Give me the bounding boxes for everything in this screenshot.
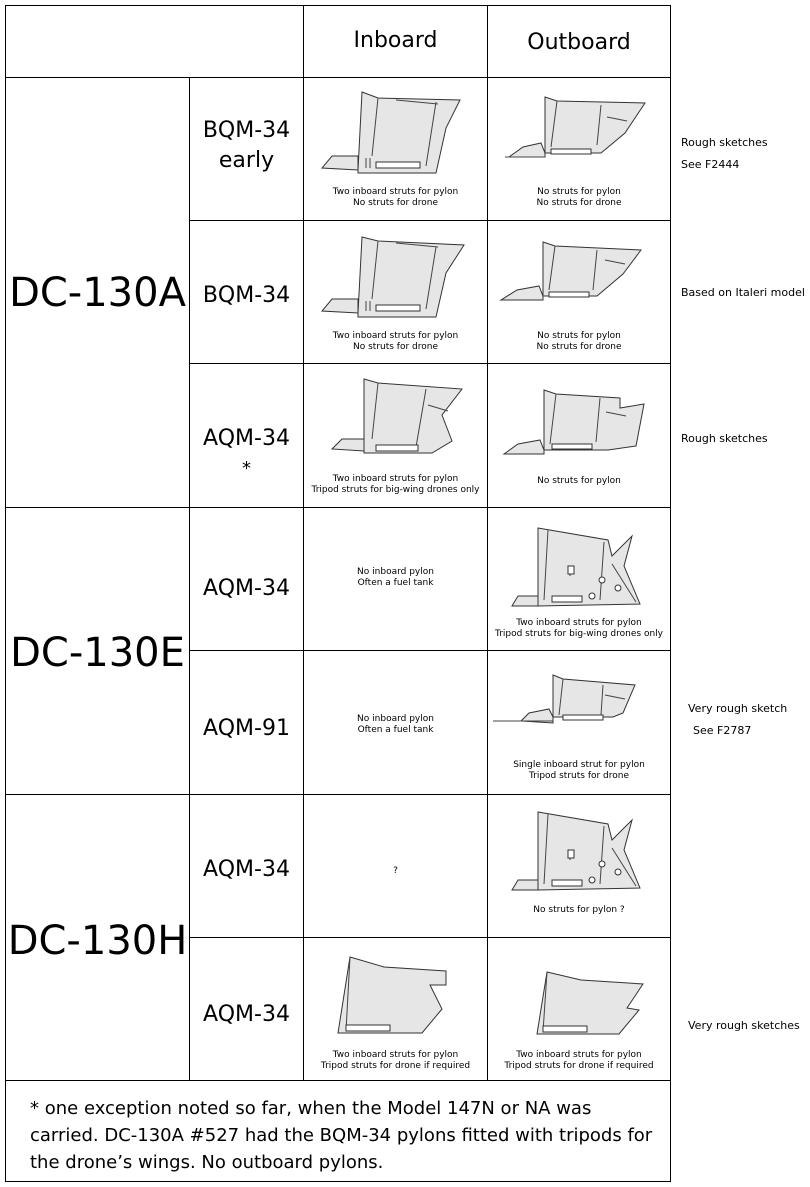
drone-label	[190, 1000, 303, 1030]
pylon-sketch	[318, 88, 468, 183]
caption-line: Tripod struts for big-wing drones only	[495, 629, 663, 639]
caption-line: Two inboard struts for pylon	[516, 618, 642, 628]
inboard-caption	[304, 331, 487, 353]
aircraft-label-dc130e: DC-130E	[10, 630, 185, 676]
note-line: Very rough sketches	[688, 1019, 800, 1032]
caption-line: Two inboard struts for pylon	[332, 187, 459, 197]
caption-line: Often a fuel tank	[357, 578, 434, 588]
note-line: Very rough sketch	[688, 702, 788, 715]
drone-label-line: BQM-34	[202, 283, 291, 308]
grid-line	[189, 937, 671, 938]
wide-pylon-sketch	[508, 526, 643, 610]
caption-line: Tripod struts for drone	[528, 771, 630, 781]
pylon-sketch	[500, 388, 650, 463]
grid-line	[5, 794, 671, 795]
grid-line	[303, 5, 304, 1080]
h-pylon-sketch	[535, 970, 647, 1038]
footnote: * one exception noted so far, when the Model 147N or NA was carried. DC-130A #527 had the BQM-34 pylons fitted with tripods for the drone’s wings. No outboard pylons.	[30, 1098, 653, 1173]
pylon-sketch	[328, 375, 468, 465]
inboard-caption	[304, 1050, 487, 1072]
caption-line: No struts for drone	[536, 342, 622, 352]
caption-line: No struts for pylon ?	[533, 905, 625, 915]
outboard-caption	[488, 331, 670, 353]
grid-line	[189, 220, 671, 221]
outboard-caption	[488, 1050, 670, 1072]
pylon-sketch	[497, 240, 647, 310]
grid-line	[189, 650, 671, 651]
note-line: See F2787	[693, 724, 752, 737]
inboard-header: Inboard	[353, 28, 438, 53]
caption-line: No struts for drone	[536, 198, 622, 208]
caption-line: No struts for pylon	[537, 331, 621, 341]
h-pylon-sketch	[336, 955, 448, 1037]
pylon-sketch	[318, 233, 468, 328]
outboard-header: Outboard	[527, 30, 631, 55]
grid-line	[5, 1080, 671, 1081]
aircraft-label-dc130h: DC-130H	[7, 918, 188, 964]
drone-label-line: AQM-91	[203, 716, 290, 741]
side-note	[688, 1015, 800, 1037]
grid-line	[189, 363, 671, 364]
drone-label-line: AQM-34	[203, 857, 290, 882]
caption-line: No struts for pylon	[537, 476, 621, 486]
note-line: Based on Italeri model	[681, 286, 805, 299]
side-note	[688, 698, 787, 742]
outboard-caption	[488, 618, 670, 640]
drone-label	[190, 116, 303, 176]
drone-label	[190, 281, 303, 311]
aircraft-label-dc130a: DC-130A	[9, 270, 186, 316]
caption-line: Often a fuel tank	[357, 725, 434, 735]
caption-line: No inboard pylon	[357, 567, 434, 577]
outboard-caption	[488, 187, 670, 209]
drone-label-line: early	[218, 148, 275, 173]
grid-line	[487, 5, 488, 1080]
caption-line: Tripod struts for drone if required	[320, 1061, 471, 1071]
drone-label-line: AQM-34	[203, 1002, 290, 1027]
caption-line: Two inboard struts for pylon	[332, 1050, 459, 1060]
drone-label-line: BQM-34	[202, 118, 291, 143]
caption-line: No struts for drone	[353, 342, 438, 352]
note-line: Rough sketches	[681, 432, 768, 445]
table-border-bottom	[5, 1181, 671, 1182]
side-note	[681, 282, 805, 304]
drone-label	[190, 714, 303, 744]
drone-label	[190, 855, 303, 885]
caption-line: Single inboard strut for pylon	[513, 760, 645, 770]
caption-line: No struts for drone	[353, 198, 438, 208]
caption-line: ?	[393, 866, 398, 876]
inboard-caption	[304, 714, 487, 736]
table-border-right	[670, 5, 671, 1182]
caption-line: No struts for pylon	[537, 187, 621, 197]
table-border-top	[5, 5, 671, 6]
outboard-caption	[488, 905, 670, 916]
note-line: See F2444	[681, 158, 740, 171]
side-note	[681, 132, 768, 176]
caption-line: Tripod struts for drone if required	[504, 1061, 654, 1071]
outboard-caption	[488, 760, 670, 782]
table-border-left	[5, 5, 6, 1182]
drone-label-line: AQM-34	[203, 426, 290, 451]
inboard-caption	[304, 187, 487, 209]
side-note	[681, 428, 768, 450]
inboard-caption	[304, 567, 487, 589]
caption-line: Two inboard struts for pylon	[332, 331, 459, 341]
caption-line: Two inboard struts for pylon	[332, 474, 459, 484]
caption-line: No inboard pylon	[357, 714, 434, 724]
note-line: Rough sketches	[681, 136, 768, 149]
drone-label	[190, 424, 303, 484]
outboard-caption	[488, 476, 670, 487]
pylon-sketch	[493, 673, 648, 733]
drone-label-line: AQM-34	[203, 576, 290, 601]
caption-line: Two inboard struts for pylon	[516, 1050, 642, 1060]
inboard-caption	[304, 474, 487, 496]
grid-line	[5, 77, 671, 78]
drone-label	[190, 574, 303, 604]
wide-pylon-sketch	[508, 810, 643, 894]
pylon-sketch	[505, 95, 655, 165]
drone-label-line: *	[242, 458, 251, 479]
inboard-caption	[304, 866, 487, 877]
caption-line: Tripod struts for big-wing drones only	[311, 485, 480, 495]
grid-line	[5, 507, 671, 508]
